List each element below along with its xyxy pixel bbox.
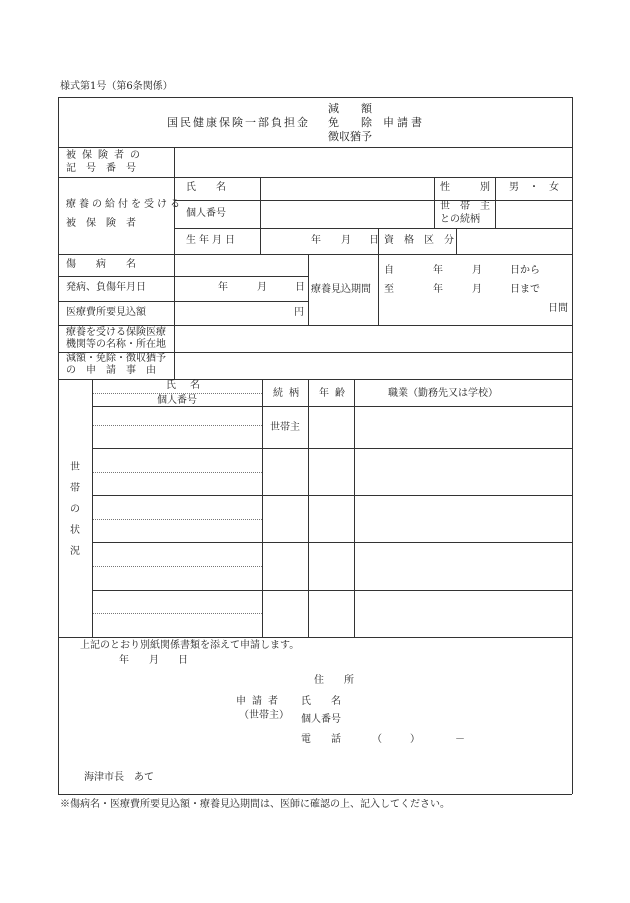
insured-number-field[interactable]: [176, 149, 570, 175]
illness-from-label: 自: [384, 265, 394, 276]
title-suffix: 申請書: [383, 116, 425, 129]
table-left-border: [58, 97, 59, 794]
recipient-id-label: 個人番号: [186, 208, 226, 219]
table-top-border: [58, 97, 572, 98]
household-row-5-id[interactable]: [94, 615, 260, 635]
household-row-5-name[interactable]: [94, 592, 260, 612]
application-statement: 上記のとおり別紙関係書類を添えて申請します。: [80, 640, 300, 651]
form-label: 様式第1号（第6条関係）: [60, 81, 173, 92]
application-date-day: 日: [178, 655, 188, 666]
illness-cost-field[interactable]: [176, 303, 288, 323]
reason-label-line2: の 申 請 事 由: [66, 365, 156, 376]
application-date-year: 年: [119, 655, 129, 666]
illness-from-month: 月: [472, 265, 482, 276]
footnote: ※傷病名・医療費所要見込額・療養見込期間は、医師に確認の上、記入してください。: [60, 799, 450, 810]
insured-number-label-line2: 記 号 番 号: [66, 163, 136, 174]
applicant-phone-open: （: [372, 734, 382, 745]
institution-label-line1: 療養を受ける保険医療: [66, 327, 166, 338]
household-side-label-4: 状: [70, 525, 80, 536]
applicant-label: 申請者: [236, 696, 284, 707]
title-option-reduction: 減 額: [328, 102, 372, 115]
recipient-birth-month: 月: [341, 235, 351, 246]
household-row-3-name[interactable]: [94, 497, 260, 518]
applicant-phone-label: 電 話: [301, 734, 341, 745]
recipient-relation-label-line1: 世 帯 主: [440, 201, 490, 212]
recipient-class-label: 資 格 区 分: [384, 235, 454, 246]
illness-from-day: 日から: [510, 265, 540, 276]
application-date-month: 月: [149, 655, 159, 666]
reason-field[interactable]: [176, 354, 570, 377]
household-side-label-1: 世: [70, 462, 80, 473]
applicant-phone-close: ）: [410, 734, 420, 745]
household-col-id: 個人番号: [157, 395, 197, 406]
title-option-deferral: 徴収猶予: [328, 130, 372, 143]
applicant-sublabel: （世帯主）: [239, 710, 289, 721]
household-side-label-3: の: [70, 504, 80, 515]
addressee: 海津市長 あて: [84, 772, 154, 783]
table-bottom-border: [58, 794, 572, 795]
institution-field[interactable]: [176, 327, 570, 350]
household-row-3-id[interactable]: [94, 521, 260, 540]
household-side-label-5: 況: [70, 546, 80, 557]
applicant-name-label: 氏 名: [301, 696, 341, 707]
recipient-label-line2: 被 保 険 者: [66, 218, 136, 229]
recipient-birth-year: 年: [311, 235, 321, 246]
household-col-age: 年齢: [319, 388, 351, 399]
recipient-id-field[interactable]: [262, 202, 432, 226]
illness-to-year: 年: [433, 284, 443, 295]
household-row-4-id[interactable]: [94, 568, 260, 588]
household-row-2-name[interactable]: [94, 450, 260, 471]
recipient-class-field[interactable]: [458, 230, 570, 252]
applicant-address-label: 住 所: [314, 675, 354, 686]
household-side-label-2: 帯: [70, 483, 80, 494]
recipient-name-label: 氏 名: [186, 182, 226, 193]
household-head-label: 世帯主: [270, 422, 300, 433]
applicant-id-field[interactable]: [360, 711, 565, 727]
table-right-border: [572, 97, 573, 794]
title-prefix: 国民健康保険一部負担金: [167, 116, 310, 129]
illness-cost-unit: 円: [294, 307, 304, 318]
recipient-birth-label: 生年月日: [186, 235, 238, 246]
household-col-job: 職業（勤務先又は学校）: [388, 388, 498, 399]
illness-onset-day: 日: [295, 282, 305, 293]
household-row-1-name[interactable]: [94, 408, 260, 424]
title-option-exemption: 免 除: [328, 116, 372, 129]
illness-to-label: 至: [384, 284, 394, 295]
illness-name-field[interactable]: [176, 256, 306, 274]
reason-label-line1: 減額・免除・徴収猶予: [66, 353, 166, 364]
household-row-1-id[interactable]: [94, 427, 260, 446]
recipient-gender-value[interactable]: 男 ・ 女: [509, 182, 559, 193]
recipient-birth-day: 日: [369, 235, 379, 246]
recipient-relation-field[interactable]: [497, 202, 570, 226]
illness-to-month: 月: [472, 284, 482, 295]
illness-cost-label: 医療費所要見込額: [66, 307, 146, 318]
illness-onset-year: 年: [218, 282, 228, 293]
illness-from-year: 年: [433, 265, 443, 276]
recipient-gender-label: 性 別: [440, 182, 490, 193]
household-col-name: 氏名: [166, 380, 214, 391]
household-row-4-name[interactable]: [94, 544, 260, 565]
recipient-name-field[interactable]: [262, 179, 432, 198]
illness-name-label: 傷 病 名: [66, 259, 136, 270]
household-row-2-id[interactable]: [94, 474, 260, 493]
household-col-relation: 続柄: [273, 388, 305, 399]
institution-label-line2: 機関等の名称・所在地: [66, 339, 166, 350]
applicant-name-field[interactable]: [360, 693, 565, 709]
illness-period-label: 療養見込期間: [311, 284, 371, 295]
illness-onset-month: 月: [257, 282, 267, 293]
insured-number-label-line1: 被保険者の: [66, 150, 146, 161]
applicant-address-field[interactable]: [360, 672, 565, 688]
recipient-label-line1: 療養の給付を受ける: [66, 199, 183, 210]
applicant-phone-dash: －: [455, 734, 465, 745]
illness-to-day: 日まで: [510, 284, 540, 295]
illness-onset-label: 発病、負傷年月日: [66, 282, 146, 293]
illness-days-label: 日間: [548, 303, 568, 314]
applicant-id-label: 個人番号: [301, 714, 341, 725]
recipient-relation-label-line2: との続柄: [440, 214, 480, 225]
applicant-phone-area-field[interactable]: [384, 731, 408, 747]
